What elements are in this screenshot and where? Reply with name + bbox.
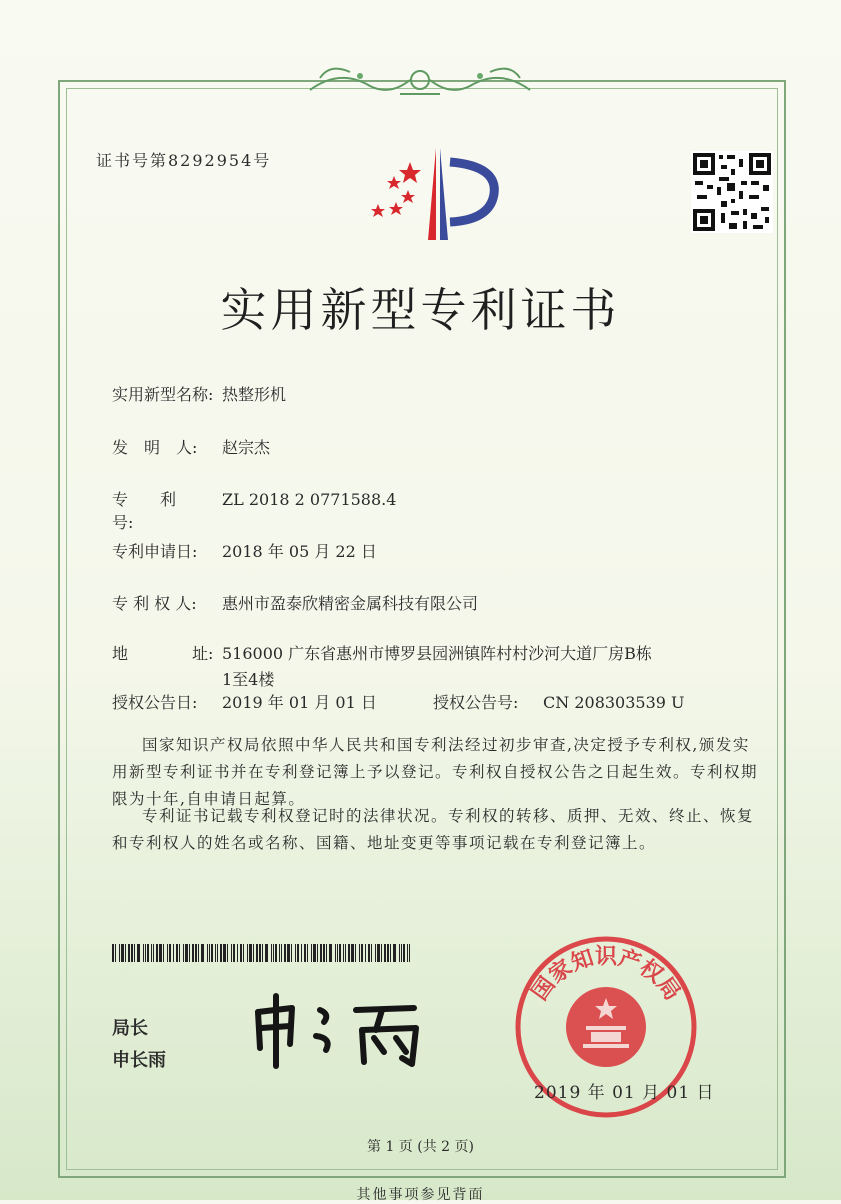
field-label: 专 利 号: — [112, 490, 209, 532]
field-grant-date — [112, 690, 377, 713]
field-label: 授权公告日: — [112, 693, 198, 712]
footer-note: 其他事项参见背面 — [356, 1187, 485, 1203]
certificate-number: 证书号第8292954号 — [96, 151, 272, 170]
barcode-icon — [112, 944, 412, 962]
director-name: 申长雨 — [112, 1050, 166, 1071]
field-value: 2019 年 01 月 01 日 — [222, 693, 377, 712]
page-title: 实用新型专利证书 — [220, 283, 621, 337]
certificate-paragraph-2: 专利证书记载专利权登记时的法律状况。专利权的转移、质押、无效、终止、恢复和专利权人的姓名或名称、国籍、地址变更等事项记载在专利登记簿上。 — [112, 807, 755, 852]
field-value: ZL 2018 2 0771588.4 — [222, 490, 397, 509]
page-info: 第 1 页 (共 2 页) — [367, 1139, 474, 1155]
field-filing-date — [112, 539, 377, 562]
field-inventor — [112, 435, 270, 458]
field-label: 授权公告号: — [433, 693, 519, 712]
field-value: CN 208303539 U — [543, 693, 685, 712]
certificate-paragraph-1: 国家知识产权局依照中华人民共和国专利法经过初步审查,决定授予专利权,颁发实用新型专利证书并在专利登记簿上予以登记。专利权自授权公告之日起生效。专利权期限为十年,自申请日起算。 — [112, 736, 759, 808]
field-value: 惠州市盈泰欣精密金属科技有限公司 — [222, 594, 479, 613]
field-value: 516000 广东省惠州市博罗县园洲镇阵村村沙河大道厂房B栋1至4楼 — [222, 644, 652, 689]
field-address — [112, 641, 662, 693]
field-label: 发 明 人: — [112, 438, 198, 457]
field-value: 2018 年 05 月 22 日 — [222, 542, 377, 561]
field-grant-number — [433, 690, 685, 713]
seal-date: 2019 年 01 月 01 日 — [534, 1083, 715, 1103]
dragon-ornament-icon — [300, 58, 540, 100]
field-label: 实用新型名称: — [112, 385, 214, 404]
director-title: 局长 — [112, 1018, 148, 1039]
qr-code-icon — [691, 151, 773, 233]
field-label: 专利申请日: — [112, 542, 198, 561]
cnipa-logo-icon — [366, 140, 506, 248]
seal-text: 国家知识产权局 — [527, 944, 685, 1006]
field-value: 热整形机 — [222, 385, 287, 404]
field-label: 地 址: — [112, 644, 214, 663]
signature-icon — [246, 990, 436, 1070]
field-label: 专 利 权 人: — [112, 594, 197, 613]
field-value: 赵宗杰 — [222, 438, 271, 457]
field-utility-model-name — [112, 382, 286, 405]
field-patent-number — [112, 487, 396, 533]
field-patentee — [112, 591, 478, 614]
